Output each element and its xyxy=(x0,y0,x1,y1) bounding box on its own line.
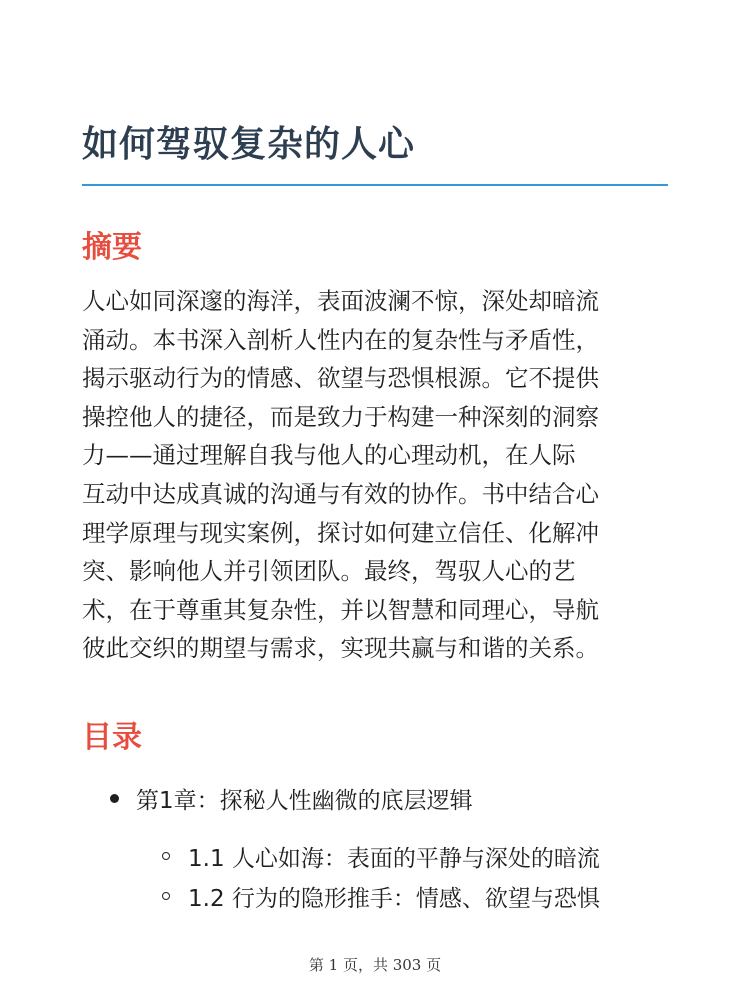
abstract-line: 力——通过理解自我与他人的心理动机，在人际 xyxy=(82,441,576,470)
bullet-disc-icon xyxy=(110,794,119,803)
abstract-line: 涌动。本书深入剖析人性内在的复杂性与矛盾性， xyxy=(82,325,599,354)
title-divider xyxy=(82,184,668,186)
abstract-line: 彼此交织的期望与需求，实现共赢与和谐的关系。 xyxy=(82,634,599,663)
abstract-line: 突、影响他人并引领团队。最终，驾驭人心的艺 xyxy=(82,557,576,586)
abstract-line: 人心如同深邃的海洋，表面波澜不惊，深处却暗流 xyxy=(82,287,599,315)
bullet-circle-icon xyxy=(162,892,170,900)
abstract-line: 术，在于尊重其复杂性，并以智慧和同理心，导航 xyxy=(82,595,599,624)
toc-section-1-2: 1.2 行为的隐形推手：情感、欲望与恐惧 xyxy=(188,886,600,912)
abstract-line: 操控他人的捷径，而是致力于构建一种深刻的洞察 xyxy=(82,402,599,431)
toc-chapter-1: 第1章：探秘人性幽微的底层逻辑 xyxy=(136,788,473,814)
abstract-paragraph xyxy=(82,282,668,668)
abstract-heading: 摘要 xyxy=(82,230,142,265)
bullet-circle-icon xyxy=(162,852,170,860)
abstract-line: 理学原理与现实案例，探讨如何建立信任、化解冲 xyxy=(82,518,599,547)
document-title: 如何驾驭复杂的人心 xyxy=(82,124,416,165)
abstract-line: 互动中达成真诚的沟通与有效的协作。书中结合心 xyxy=(82,479,599,508)
abstract-line: 揭示驱动行为的情感、欲望与恐惧根源。它不提供 xyxy=(82,364,599,393)
toc-heading: 目录 xyxy=(82,720,142,755)
page-footer: 第 1 页，共 303 页 xyxy=(308,956,442,974)
toc-section-1-1: 1.1 人心如海：表面的平静与深处的暗流 xyxy=(188,846,600,872)
